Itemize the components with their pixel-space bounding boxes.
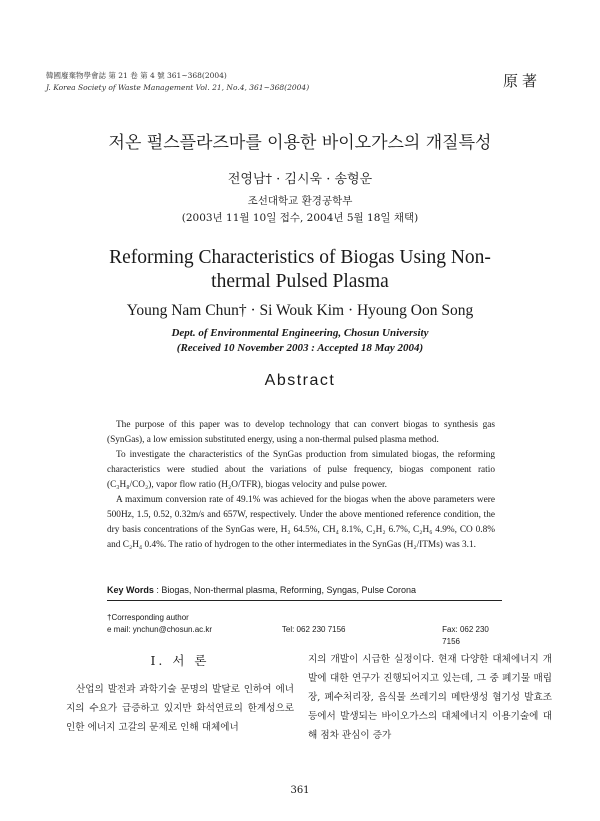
page-number: 361	[290, 785, 310, 796]
abstract-paragraph-2: To investigate the characteristics of the SynGas production from simulated biogas, the reforming characteristics were studied about the variations of pulse frequency, biogas component ratio (C₃H₈/CO₂), vapor flow ratio (H₂O/TFR), biogas velocity and pulse power.	[107, 450, 495, 490]
english-received-dates: (Received 10 November 2003 : Accepted 18 May 2004)	[176, 342, 424, 354]
keywords-text: : Biogas, Non-thermal plasma, Reforming, Syngas, Pulse Corona	[156, 585, 416, 595]
body-column-right	[308, 650, 552, 745]
english-authors: Young Nam Chun† · Si Wouk Kim · Hyoung Oon Song	[126, 302, 474, 319]
corresponding-author-mark: †Corresponding author	[107, 613, 189, 622]
section-heading-introduction: Ⅰ. 서 론	[150, 653, 210, 668]
abstract-paragraph-1: The purpose of this paper was to develop technology that can convert biogas to synthesis gas (SynGas), a low emission substituted energy, using a non-thermal pulsed plasma method.	[107, 420, 495, 445]
journal-citation-english: J. Korea Society of Waste Management Vol. 21, No.4, 361~368(2004)	[46, 83, 310, 92]
body-text-right: 지의 개발이 시급한 실정이다. 현재 다양한 대체에너지 개발에 대한 연구가 진행되어지고 있는데, 그 중 폐기물 매립장, 폐수처리장, 음식물 쓰레기의 메탄생성 혐기성 발효조 등에서 발생되는 바이오가스의 대체에너지 이용기술에 대해 점차 관심이 증가	[308, 654, 552, 741]
author-fax: Fax: 062 230 7156	[442, 625, 489, 646]
korean-received-dates: (2003년 11월 10일 접수, 2004년 5월 18일 채택)	[181, 212, 419, 224]
english-title: Reforming Characteristics of Biogas Using Non-thermal Pulsed Plasma	[109, 247, 491, 292]
korean-authors: 전영남† · 김시욱 · 송형운	[227, 172, 373, 187]
journal-header	[46, 70, 309, 94]
korean-affiliation: 조선대학교 환경공학부	[247, 195, 353, 207]
author-email: e mail: ynchun@chosun.ac.kr	[107, 625, 213, 634]
keywords-label: Key Words	[107, 585, 154, 595]
abstract-heading: Abstract	[264, 372, 336, 389]
author-telephone: Tel: 062 230 7156	[281, 625, 346, 634]
korean-title: 저온 펄스플라즈마를 이용한 바이오가스의 개질특성	[108, 133, 492, 153]
english-affiliation: Dept. of Environmental Engineering, Chosun University	[171, 327, 429, 339]
footnote-divider	[107, 600, 502, 601]
keywords-line	[107, 585, 507, 595]
body-text-left: 산업의 발전과 과학기술 문명의 발달로 인하여 에너지의 수요가 급증하고 있지만 화석연료의 한계성으로 인한 에너지 고갈의 문제로 인해 대체에너	[66, 684, 294, 733]
article-type-badge: 原著	[503, 72, 542, 90]
abstract-paragraph-3: A maximum conversion rate of 49.1% was achieved for the biogas when the above parameters were 500Hz, 1.5, 0.52, 0.32m/s and 657W, respectively. Under the above mentioned reference condition, the dry basis concentrations of the SynGas were, H₂ 64.5%, CH₄ 8.1%, C₂H₂ 6.7%, C₂H₆ 4.9%, CO 0.8% and C₂H₄ 0.4%. The ratio of hydrogen to the other intermediates in the SynGas (H₂/ITMs) was 3.1.	[107, 495, 495, 550]
journal-citation-korean: 韓國廢棄物學會誌 第 21 卷 第 4 號 361~368(2004)	[46, 71, 227, 80]
body-column-left	[66, 648, 294, 737]
english-affiliation-block	[0, 326, 600, 356]
abstract-body	[107, 418, 495, 553]
corresponding-author-footnote	[107, 612, 507, 648]
